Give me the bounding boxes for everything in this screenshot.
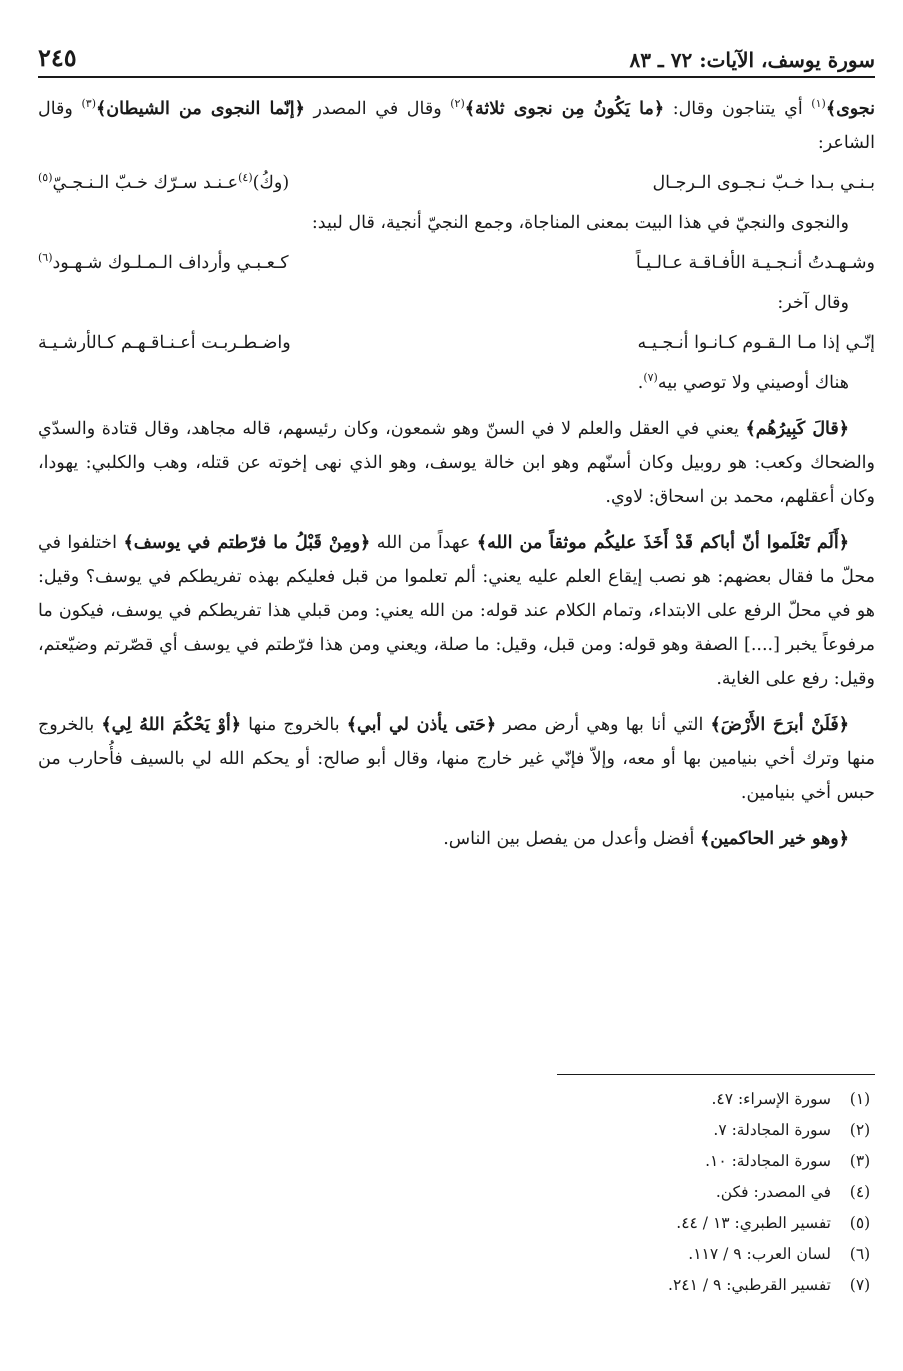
footnote-number: (١)	[849, 1090, 871, 1108]
footnote-number: (٤)	[849, 1183, 871, 1201]
poem-verse-3	[38, 326, 875, 360]
paragraph-text: وقال الشاعر:	[38, 99, 875, 153]
paragraph-text: وقال في المصدر	[304, 99, 451, 119]
paragraph-3: وقال آخر:	[777, 293, 849, 313]
footnote-ref: (٦)	[38, 251, 53, 265]
footnote-text: سورة المجادلة: ٧.	[713, 1121, 831, 1139]
footnote-item	[555, 1084, 875, 1115]
paragraph-4	[38, 412, 875, 514]
footnote-number: (٧)	[849, 1276, 871, 1294]
verse-word: (وكُ)	[252, 173, 290, 193]
footnote-number: (٣)	[849, 1152, 871, 1170]
paragraph-2: والنجوى والنجيّ في هذا البيت بمعنى المناجاة، وجمع النجيّ أنجية، قال لبيد:	[311, 213, 849, 233]
quran-quote: ﴿فَلَنْ أبرَحَ الأَرْضَ﴾	[710, 715, 850, 735]
page-number: ٢٤٥	[38, 43, 77, 72]
footnote-number: (٥)	[849, 1214, 871, 1232]
footnote-item	[555, 1270, 875, 1301]
verse-second-half: واضـطـربـت أعـنـاقـهـم كـالأرشـيـة	[38, 333, 291, 353]
verse-tail	[38, 366, 875, 400]
quran-quote: ﴿قالَ كَبِيرُهُم﴾	[745, 419, 849, 439]
footnote-ref: (٥)	[38, 171, 53, 185]
verse-word: .	[637, 373, 644, 393]
verse-first-half: إنّـي إذا مـا الـقـوم كـانـوا أنـجـيـه	[637, 333, 875, 353]
footnote-number: (٢)	[849, 1121, 871, 1139]
paragraph-5	[38, 526, 875, 696]
paragraph-6	[38, 708, 875, 810]
verse-word: كـعـبـي وأرداف الـمـلـوك شـهـود	[52, 253, 289, 273]
paragraph-7	[38, 822, 875, 856]
footnote-text: في المصدر: فكن.	[715, 1183, 831, 1201]
quran-quote: ﴿ومِنْ قَبْلُ ما فرّطتم في يوسف﴾	[123, 533, 371, 553]
quran-quote: ﴿أوْ يَحْكُمَ اللهُ لِي﴾	[101, 715, 242, 735]
footnote-text: تفسير القرطبي: ٩ / ٢٤١.	[668, 1276, 831, 1294]
paragraph-text: يعني في العقل والعلم لا في السنّ وهو شمعون، وكان رئيسهم، قاله مجاهد، وقال قتادة والسدّي والضحاك وكعب: هو روبيل وكان أسنّهم وهو ابن خالة يوسف، وهو الذي نهى إخوته عن قتله، وهب والكلبي: يهودا، وكان أعقلهم، محمد بن اسحاق: لاوي.	[38, 419, 875, 507]
poem-verse-1	[38, 166, 875, 200]
quran-quote: ﴿حَتى يأذن لي أبي﴾	[346, 715, 497, 735]
paragraph-text: أي يتناجون وقال:	[664, 99, 812, 119]
verse-first-half: بـنـي بـدا خـبّ نـجـوى الـرجـال	[652, 173, 875, 193]
verse-second-half	[38, 246, 289, 280]
footnote-text: سورة المجادلة: ١٠.	[705, 1152, 831, 1170]
footnote-item	[555, 1115, 875, 1146]
paragraph-text: بالخروج منها وترك أخي بنيامين بها أو معه، وإلاّ فإنّي غير خارج منها، وقال أبو صالح: أو يحكم الله لي بالسيف فأُحارب من حبس أخي بنيامين.	[38, 715, 875, 803]
footnote-number: (٦)	[849, 1245, 871, 1263]
main-text	[38, 92, 875, 856]
quran-quote: ﴿إنّما النجوى من الشيطان﴾	[95, 99, 305, 119]
footnote-item	[555, 1208, 875, 1239]
paragraph-text: التي أنا بها وهي أرض مصر	[496, 715, 711, 735]
poem-verse-2	[38, 246, 875, 280]
footnote-text: تفسير الطبري: ١٣ / ٤٤.	[676, 1214, 831, 1232]
paragraph-text: أفضل وأعدل من يفصل بين الناس.	[443, 829, 700, 849]
page-header	[38, 28, 875, 72]
quran-quote: نجوى﴾	[825, 99, 875, 119]
footnote-item	[555, 1177, 875, 1208]
footnotes	[555, 1084, 875, 1301]
verse-word: هناك أوصيني ولا توصي بيه	[657, 373, 849, 393]
footnote-ref: (٣)	[81, 97, 96, 111]
verse-first-half: وشـهـدتُ أنـجـيـة الأفـاقـة عـالـيـاً	[635, 253, 875, 273]
footnote-text: سورة الإسراء: ٤٧.	[711, 1090, 831, 1108]
quran-quote: ﴿أَلَم تَعْلَموا أنّ أباكم قَدْ أَخَذَ عليكُم موثقاً من الله﴾	[476, 533, 849, 553]
paragraph-text: عهداً من الله	[370, 533, 477, 553]
paragraph-text: اختلفوا في محلّ ما فقال بعضهم: هو نصب إيقاع العلم عليه يعني: ألم تعلموا من قبل فعليكم بهذه تفريطكم في يوسف؟ وقيل: هو في محلّ الرفع على الابتداء، وتمام الكلام عند قوله: من الله يعني: ومن قبلي هذا تفريطكم في يوسف، فيكون ما مرفوعاً يخبر [....] الصفة وهو قوله: ومن قبل، وقيل: ما صلة، ويعني ومن هذا فرّطتم في يوسف أي قصّرتم وضيّعتم، وقيل: رفع على الغاية.	[38, 533, 875, 689]
paragraph-text: بالخروج منها	[241, 715, 347, 735]
quran-quote: ﴿ما يَكُونُ مِن نجوى ثلاثة﴾	[464, 99, 665, 119]
footnote-ref: (١)	[811, 97, 826, 111]
paragraph-1	[38, 92, 875, 160]
header-rule	[38, 76, 875, 78]
quran-quote: ﴿وهو خير الحاكمين﴾	[699, 829, 849, 849]
running-title: سورة يوسف، الآيات: ٧٢ ـ ٨٣	[629, 48, 875, 72]
footnote-rule	[557, 1074, 875, 1075]
verse-word: عـنـد سـرّك خـبّ الـنـجـيّ	[52, 173, 239, 193]
footnote-item	[555, 1239, 875, 1270]
footnote-item	[555, 1146, 875, 1177]
verse-second-half	[38, 166, 289, 200]
footnote-ref: (٧)	[643, 371, 658, 385]
footnote-ref: (٤)	[238, 171, 253, 185]
footnote-text: لسان العرب: ٩ / ١١٧.	[688, 1245, 831, 1263]
footnote-ref: (٢)	[450, 97, 465, 111]
